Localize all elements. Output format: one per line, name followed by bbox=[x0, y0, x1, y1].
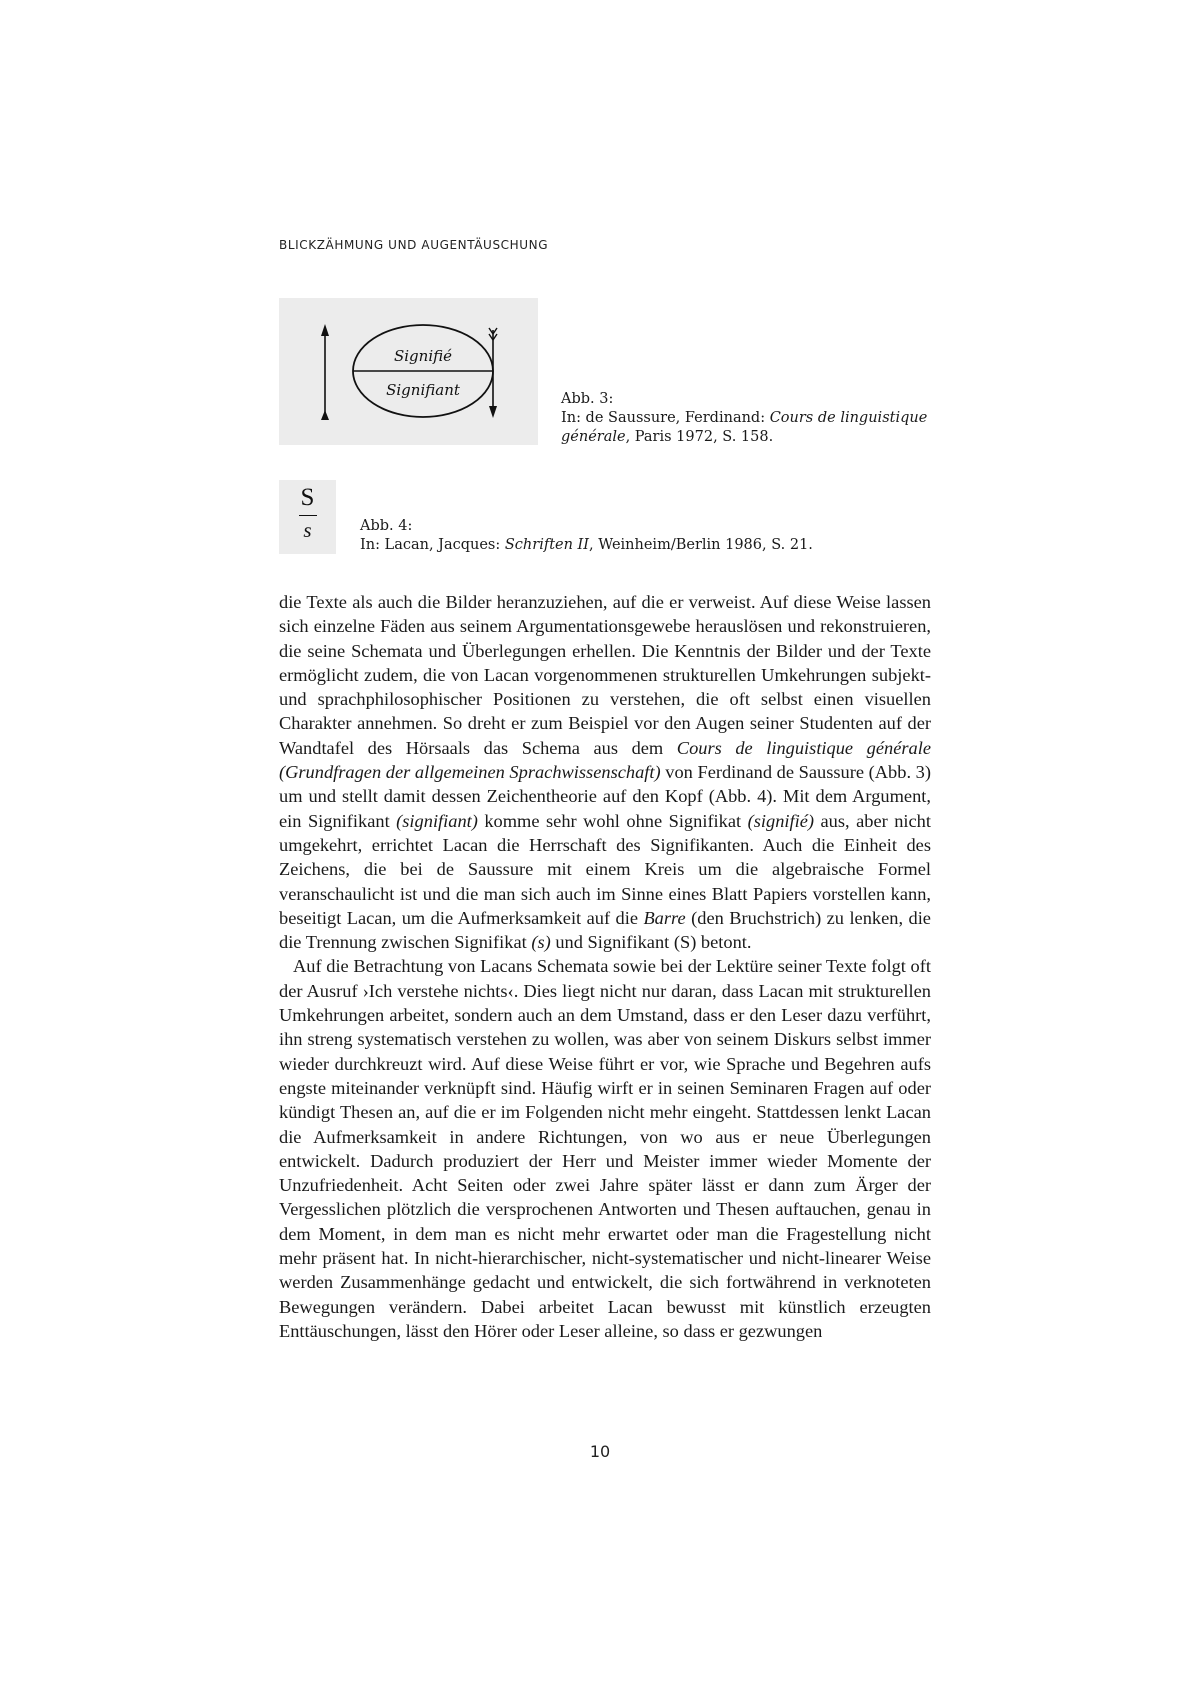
signifie-label: Signifié bbox=[393, 347, 453, 365]
saussure-diagram bbox=[279, 298, 538, 445]
page-number: 10 bbox=[589, 1442, 611, 1461]
figure4-caption bbox=[360, 517, 940, 555]
figure4-caption-source: In: Lacan, Jacques: Schriften II, Weinheim/Berlin 1986, S. 21. bbox=[360, 537, 813, 553]
down-arrow-icon bbox=[489, 328, 497, 418]
up-arrow-icon bbox=[321, 324, 329, 420]
figure3-caption bbox=[561, 390, 931, 447]
paragraph: die Texte als auch die Bilder heranzuziehen, auf die er verweist. Auf diese Weise lassen sich einzelne Fäden aus seinem Argumentationsgewebe herauslösen und rekonstruieren, die seine Schemata und Überlegungen erhellen. Die Kenntnis der Bilder und der Texte ermöglicht zudem, die von Lacan vorgenommenen strukturellen Umkehrungen subjekt- und sprachphilosophischer Positionen zu verstehen, die oft selbst einen visuellen Charakter annehmen. So dreht er zum Beispiel vor den Augen seiner Studenten auf der Wandtafel des Hörsaals das Schema aus dem Cours de linguistique générale (Grundfragen der allgemeinen Sprachwissenschaft) von Ferdinand de Saussure (Abb. 3) um und stellt damit dessen Zeichentheorie auf den Kopf (Abb. 4). Mit dem Argument, ein Signifikant (signifiant) komme sehr wohl ohne Signifikat (signifié) aus, aber nicht umgekehrt, errichtet Lacan die Herrschaft des Signifikanten. Auch die Einheit des Zeichens, die bei de Saussure mit einem Kreis um die algebraische Formel veranschaulicht ist und die man sich auch im Sinne eines Blatt Papiers vorstellen kann, beseitigt Lacan, um die Aufmerksamkeit auf die Barre (den Bruchstrich) zu lenken, die die Trennung zwischen Signifikat (s) und Signifikant (S) betont. bbox=[279, 592, 931, 953]
figure-saussure-sign-diagram bbox=[279, 298, 538, 445]
body-text bbox=[279, 590, 931, 1343]
figure4-caption-label: Abb. 4: bbox=[360, 518, 413, 534]
figure3-caption-source: In: de Saussure, Ferdinand: Cours de linguistique générale, Paris 1972, S. 158. bbox=[561, 410, 928, 445]
signifier-symbol: S bbox=[300, 484, 315, 511]
figure-lacan-algorithm bbox=[279, 480, 336, 554]
barre-line bbox=[299, 515, 317, 516]
paragraph: Auf die Betrachtung von Lacans Schemata sowie bei der Lektüre seiner Texte folgt oft der Ausruf ›Ich verstehe nichts‹. Dies liegt nicht nur daran, dass Lacan mit strukturellen Umkehrungen arbeitet, sondern auch an dem Umstand, dass er den Leser dazu verführt, ihn streng systematisch verstehen zu wollen, was aber von seinem Diskurs selbst immer wieder durchkreuzt wird. Auf diese Weise führt er vor, wie Sprache und Begehren aufs engste miteinander verknüpft sind. Häufig wirft er in seinen Seminaren Fragen auf oder kündigt Thesen an, auf die er im Folgenden nicht mehr eingeht. Stattdessen lenkt Lacan die Aufmerksamkeit in andere Richtungen, von wo aus er neue Überlegungen entwickelt. Dadurch produziert der Herr und Meister immer wieder Momente der Unzufriedenheit. Acht Seiten oder zwei Jahre später lässt er dann zum Ärger der Vergesslichen plötzlich die versprochenen Antworten und Thesen auftauchen, genau in dem Moment, in dem man es nicht mehr erwartet oder man die Fragestellung nicht mehr präsent hat. In nicht-hierarchischer, nicht-systematischer und nicht-linearer Weise werden Zusammenhänge gedacht und entwickelt, die sich fortwährend in verknoteten Bewegungen verändern. Dabei arbeitet Lacan bewusst mit künstlich erzeugten Enttäuschungen, lässt den Hörer oder Leser alleine, so dass er gezwungen bbox=[279, 956, 931, 1341]
figure3-caption-label: Abb. 3: bbox=[561, 391, 614, 407]
running-head: BLICKZÄHMUNG UND AUGENTÄUSCHUNG bbox=[279, 238, 549, 252]
signified-symbol: s bbox=[303, 518, 312, 542]
figure4-caption-title: Schriften II bbox=[504, 537, 590, 553]
figure3-caption-title: Cours de linguistique générale bbox=[561, 410, 928, 445]
signifiant-label: Signifiant bbox=[386, 381, 460, 399]
